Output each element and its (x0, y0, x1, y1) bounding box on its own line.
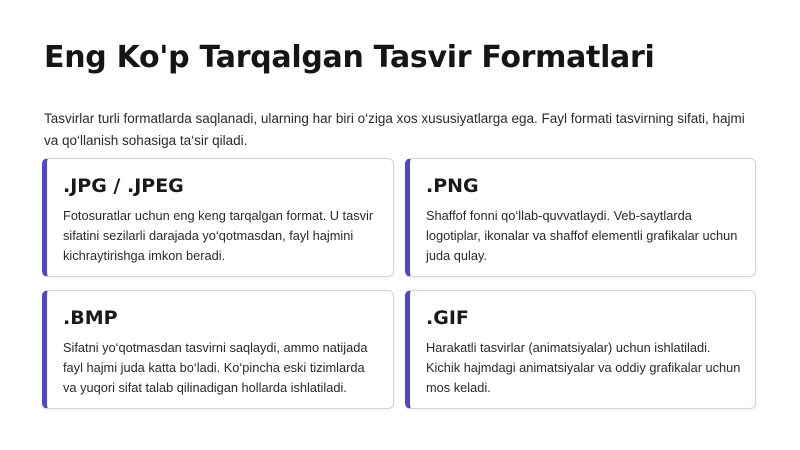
card-description: Shaffof fonni qo‘llab-quvvatlaydi. Veb-saytlarda logotiplar, ikonalar va shaffof elementli grafikalar uchun juda qulay. (426, 208, 738, 263)
card-title: .GIF (426, 307, 469, 329)
card-description: Fotosuratlar uchun eng keng tarqalgan format. U tasvir sifatini sezilarli darajada yo‘qotmasdan, fayl hajmini kichraytirishga imkon beradi. (63, 208, 374, 263)
card-description: Harakatli tasvirlar (animatsiyalar) uchun ishlatiladi. Kichik hajmdagi animatsiyalar va oddiy grafikalar uchun mos keladi. (426, 340, 741, 395)
format-card-bmp (42, 290, 394, 409)
format-card-jpg (42, 158, 394, 277)
card-description: Sifatni yo‘qotmasdan tasvirni saqlaydi, ammo natijada fayl hajmi juda katta bo‘ladi. Ko‘pincha eski tizimlarda va yuqori sifat talab qilinadigan hollarda ishlatiladi. (63, 340, 368, 395)
card-title: .PNG (426, 175, 479, 197)
format-card-png (405, 158, 756, 277)
page-title: Eng Ko'p Tarqalgan Tasvir Formatlari (44, 40, 655, 75)
card-title: .JPG / .JPEG (63, 175, 184, 197)
card-title: .BMP (63, 307, 118, 329)
intro-paragraph: Tasvirlar turli formatlarda saqlanadi, ularning har biri o‘ziga xos xususiyatlarga ega. Fayl formati tasvirning sifati, hajmi va qo‘llanish sohasiga ta‘sir qiladi. (44, 111, 745, 148)
format-card-gif (405, 290, 756, 409)
